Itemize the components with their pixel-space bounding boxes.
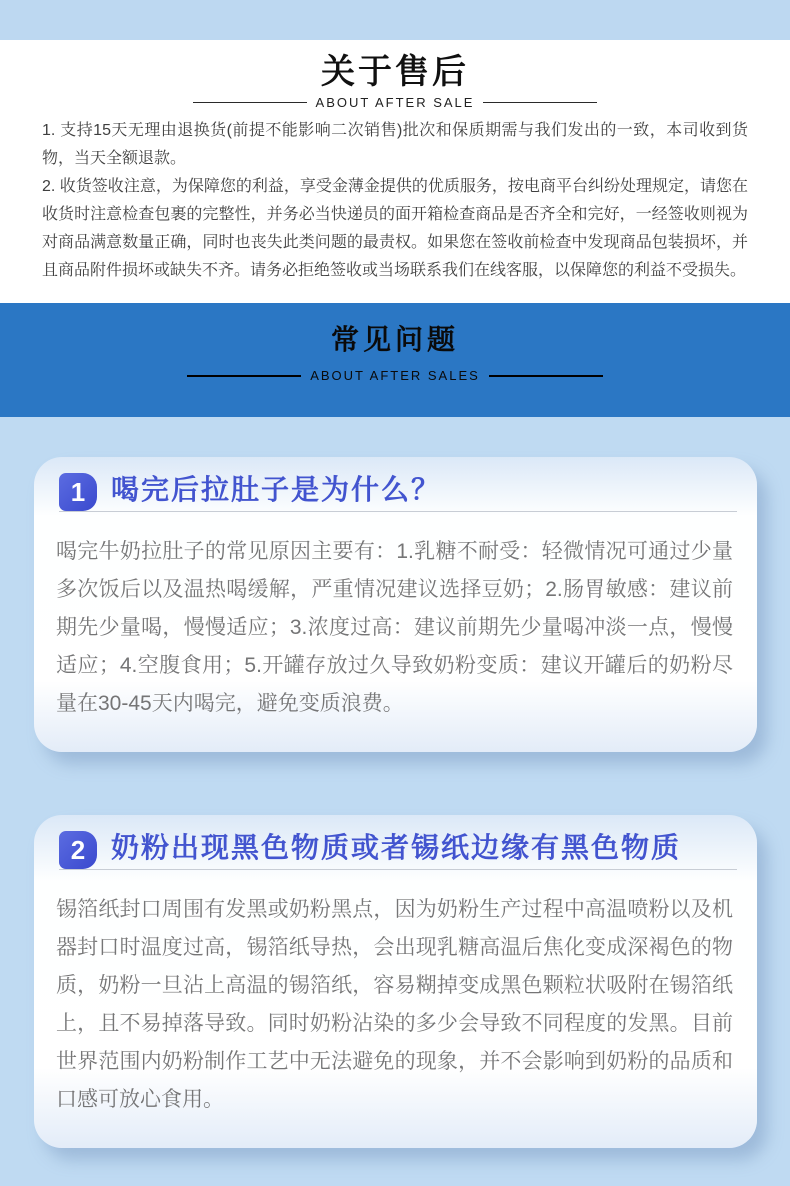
subtitle-rule-right: [483, 102, 597, 103]
question-1-number-badge: 1: [59, 473, 97, 511]
question-2-title: 奶粉出现黑色物质或者锡纸边缘有黑色物质: [111, 832, 682, 864]
faq-card-1-header: [59, 457, 737, 512]
top-spacer-bar: [0, 0, 790, 40]
after-sale-subtitle: ABOUT AFTER SALE: [315, 95, 475, 111]
faq-subtitle-rule-right: [489, 375, 603, 377]
faq-subtitle-row: [0, 368, 790, 383]
faq-card-list: [0, 417, 790, 1186]
faq-subtitle: ABOUT AFTER SALES: [310, 368, 480, 384]
policy-paragraph-2: 2. 收货签收注意，为保障您的利益，享受金薄金提供的优质服务，按电商平台纠纷处理规定，请您在收货时注意检查包裹的完整性，并务必当快递员的面开箱检查商品是否齐全和完好，一经签收则视为对商品满意数量正确，同时也丧失此类问题的最责权。如果您在签收前检查中发现商品包装损坏，并且商品附件损坏或缺失不齐。请务必拒绝签收或当场联系我们在线客服，以保障您的利益不受损失。: [42, 178, 748, 280]
after-sale-subtitle-row: [42, 95, 748, 110]
after-sale-title: 关于售后: [321, 53, 469, 91]
faq-card-2: [34, 815, 757, 1148]
after-sale-section: [0, 40, 790, 303]
faq-title: 常见问题: [330, 324, 459, 356]
question-2-number-badge: 2: [59, 831, 97, 869]
subtitle-rule-left: [193, 102, 307, 103]
policy-paragraph-1: 1. 支持15天无理由退换货(前提不能影响二次销售)批次和保质期需与我们发出的一致，本司收到货物，当天全额退款。: [42, 122, 748, 168]
faq-card-1: [34, 457, 757, 752]
faq-header-band: [0, 303, 790, 417]
question-1-title: 喝完后拉肚子是为什么？: [111, 474, 442, 506]
policy-text-block: [42, 117, 748, 285]
faq-subtitle-rule-left: [187, 375, 301, 377]
question-2-answer: 锡箔纸封口周围有发黑或奶粉黑点，因为奶粉生产过程中高温喷粉以及机器封口时温度过高，锡箔纸导热，会出现乳糖高温后焦化变成深褐色的物质，奶粉一旦沾上高温的锡箔纸，容易糊掉变成黑色颗粒状吸附在锡箔纸上，且不易掉落导致。同时奶粉沾染的多少会导致不同程度的发黑。目前世界范围内奶粉制作工艺中无法避免的现象，并不会影响到奶粉的品质和口感可放心食用。: [56, 898, 733, 1112]
faq-card-2-header: [59, 815, 737, 870]
question-1-answer: 喝完牛奶拉肚子的常见原因主要有：1.乳糖不耐受：轻微情况可通过少量多次饭后以及温热喝缓解，严重情况建议选择豆奶；2.肠胃敏感：建议前期先少量喝，慢慢适应；3.浓度过高：建议前期先少量喝冲淡一点，慢慢适应；4.空腹食用；5.开罐存放过久导致奶粉变质：建议开罐后的奶粉尽量在30-45天内喝完，避免变质浪费。: [56, 540, 733, 716]
